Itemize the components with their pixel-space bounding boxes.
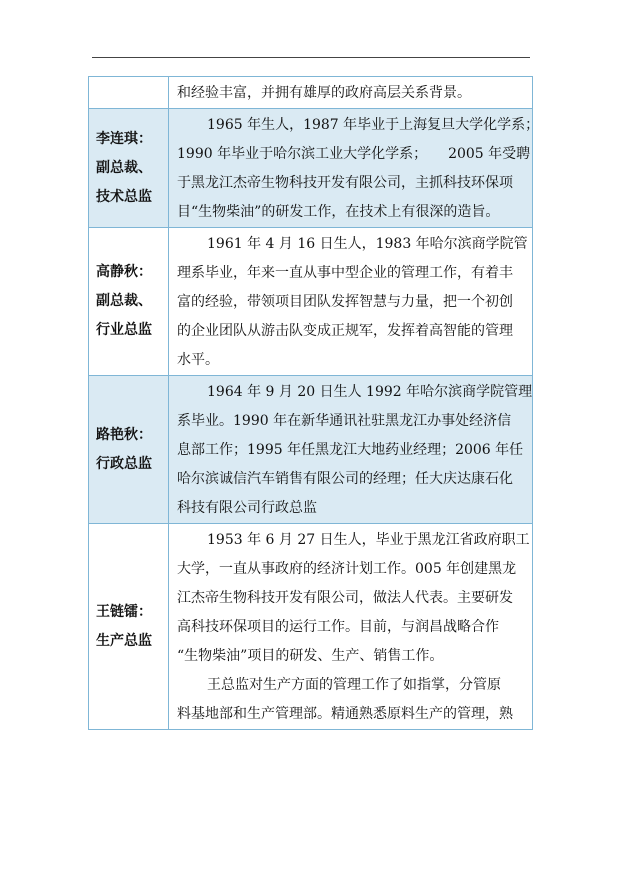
bio-text-line: 目“生物柴油”的研发工作，在技术上有很深的造旨。 <box>177 204 500 220</box>
person-bio-cell <box>169 228 534 375</box>
bio-text-line: 料基地部和生产管理部。精通熟悉原料生产的管理，熟 <box>177 706 513 722</box>
person-title-line: 生产总监 <box>96 632 152 649</box>
person-title-line: 副总裁、 <box>96 159 152 176</box>
bio-text-line: 于黑龙江杰帝生物科技开发有限公司，主抓科技环保项 <box>177 175 513 191</box>
bio-text-line: 科技有限公司行政总监 <box>177 500 317 516</box>
bio-text-line: 哈尔滨诚信汽车销售有限公司的经理；任大庆达康石化 <box>177 471 513 487</box>
bio-text-line: 系毕业。1990 年在新华通讯社驻黑龙江办事处经济信 <box>177 413 512 429</box>
bio-text-line: 江杰帝生物科技开发有限公司，做法人代表。主要研发 <box>177 590 513 606</box>
person-bio-cell <box>169 77 532 108</box>
bio-text-line: 1990 年毕业于哈尔滨工业大学化学系； 2005 年受聘 <box>177 146 531 162</box>
person-name-cell <box>89 109 169 227</box>
bio-text-line: 1953 年 6 月 27 日生人，毕业于黑龙江省政府职工 <box>207 532 530 548</box>
bio-text-line: 的企业团队从游击队变成正规军，发挥着高智能的管理 <box>177 323 513 339</box>
person-name-cell <box>89 524 169 729</box>
bio-text-line: 富的经验，带领项目团队发挥智慧与力量，把一个初创 <box>177 294 513 310</box>
person-name-cell <box>89 77 169 108</box>
table-row <box>89 77 532 108</box>
bio-text-line: 1964 年 9 月 20 日生人 1992 年哈尔滨商学院管理 <box>207 384 533 400</box>
bio-text-line: “生物柴油”项目的研发、生产、销售工作。 <box>177 648 444 664</box>
table-row <box>89 227 532 375</box>
table-row <box>89 108 540 227</box>
bio-text-line: 大学，一直从事政府的经济计划工作。005 年创建黑龙 <box>177 561 517 577</box>
bio-text-line: 高科技环保项目的运行工作。目前，与润昌战略合作 <box>177 619 499 635</box>
management-team-table <box>88 76 540 730</box>
bio-text-line: 王总监对生产方面的管理工作了如指掌，分管原 <box>207 677 501 693</box>
person-name-cell <box>89 376 169 523</box>
person-bio-cell <box>169 109 545 227</box>
person-title-line: 行政总监 <box>96 455 152 472</box>
person-title-line: 副总裁、 <box>96 293 152 309</box>
person-title-line: 行业总监 <box>96 322 152 338</box>
table-row <box>89 375 532 523</box>
person-bio-cell <box>169 376 538 523</box>
person-title-line: 高静秋： <box>96 264 152 280</box>
header-rule <box>92 57 530 58</box>
person-name-cell <box>89 228 169 375</box>
person-title-line: 技术总监 <box>96 188 152 205</box>
table-row <box>89 523 532 729</box>
person-title-line: 王链镭： <box>96 603 152 620</box>
bio-text-line: 息部工作；1995 年任黑龙江大地药业经理；2006 年任 <box>177 442 524 458</box>
bio-text-line: 和经验丰富，并拥有雄厚的政府高层关系背景。 <box>177 85 471 101</box>
bio-text-line: 1965 年生人，1987 年毕业于上海复旦大学化学系； <box>207 117 540 133</box>
bio-text-line: 理系毕业，年来一直从事中型企业的管理工作，有着丰 <box>177 265 513 281</box>
person-bio-cell <box>169 524 536 729</box>
bio-text-line: 1961 年 4 月 16 日生人，1983 年哈尔滨商学院管 <box>207 236 528 252</box>
bio-text-line: 水平。 <box>177 352 219 368</box>
person-title-line: 路艳秋： <box>96 426 152 443</box>
person-title-line: 李连琪： <box>96 130 152 147</box>
